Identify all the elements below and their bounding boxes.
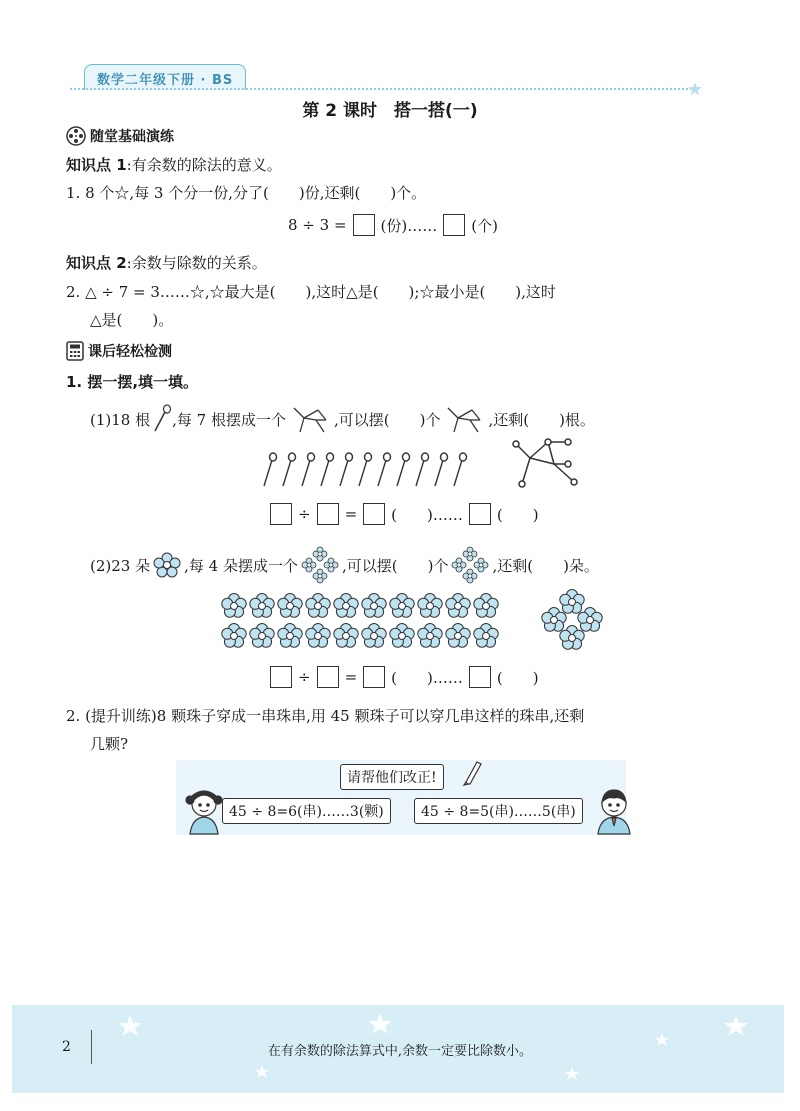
divide-sign: ÷	[298, 505, 311, 523]
answer-box[interactable]	[363, 666, 385, 688]
kp-text: :有余数的除法的意义。	[126, 156, 282, 174]
answer-box[interactable]	[353, 214, 375, 236]
stick	[302, 453, 315, 486]
flower	[474, 594, 498, 618]
unit-label: (份)……	[380, 216, 438, 235]
flower	[278, 594, 302, 618]
kp-label: 知识点 1	[66, 156, 127, 174]
unit-label: (个)	[471, 216, 498, 235]
flower	[334, 624, 358, 648]
stick-shape-icon	[442, 402, 486, 436]
answer-box[interactable]	[317, 503, 339, 525]
stick	[359, 453, 372, 486]
flower	[560, 626, 584, 650]
stick	[321, 453, 334, 486]
problem-2-line1: 2. (提升训练)8 颗珠子穿成一串珠串,用 45 颗珠子可以穿几串这样的珠串,还剩	[66, 707, 585, 725]
flower	[542, 608, 566, 632]
correction-prompt: 请帮他们改正!	[340, 764, 444, 790]
flower	[390, 624, 414, 648]
boy-avatar	[592, 786, 636, 836]
p1b-equation	[270, 666, 539, 688]
page-number: 2	[62, 1030, 92, 1064]
star-icon	[368, 1013, 392, 1034]
question-2-line1: 2. △ ÷ 7 = 3……☆,☆最大是( ),这时△是( );☆最小是( ),这时	[66, 283, 556, 301]
stick	[397, 453, 410, 486]
equals-sign: =	[344, 505, 358, 523]
sticks-illustration	[258, 438, 588, 494]
girl-answer: 45 ÷ 8=6(串)……3(颗)	[222, 798, 391, 824]
problem-2-line2: 几颗?	[90, 735, 129, 753]
page-title: 第 2 课时 搭一搭(一)	[302, 101, 478, 121]
answer-box[interactable]	[363, 503, 385, 525]
stick	[340, 453, 353, 486]
star-icon	[565, 1067, 579, 1080]
flower	[250, 624, 274, 648]
flower	[446, 624, 470, 648]
answer-box[interactable]	[469, 666, 491, 688]
equals-sign: =	[344, 668, 358, 686]
flower	[446, 594, 470, 618]
answer-box[interactable]	[270, 503, 292, 525]
kp-label: 知识点 2	[66, 254, 127, 272]
star-icon	[724, 1015, 748, 1036]
flower	[362, 624, 386, 648]
text-fragment: ,可以摆( )个	[333, 410, 441, 429]
section-basic-practice	[66, 126, 174, 146]
flower-group-icon	[300, 545, 340, 585]
flower	[334, 594, 358, 618]
stick	[283, 453, 296, 486]
text-fragment: (1)18 根	[90, 410, 151, 429]
unit-blank: ( )	[496, 505, 539, 524]
book-label: 数学二年级下册 · BS	[84, 64, 246, 90]
section-heading: 课后轻松检测	[88, 344, 172, 360]
flower	[474, 624, 498, 648]
problem-1a	[90, 402, 595, 436]
section-heading: 随堂基础演练	[90, 129, 174, 145]
flower	[306, 624, 330, 648]
stick-shape-icon	[288, 402, 332, 436]
star-icon	[255, 1065, 269, 1078]
flower	[306, 594, 330, 618]
pencil-icon	[460, 758, 482, 786]
problem-1-heading: 1. 摆一摆,填一填。	[66, 373, 199, 391]
stick-shape	[513, 439, 577, 487]
question-1: 1. 8 个☆,每 3 个分一份,分了( )份,还剩( )个。	[66, 184, 427, 202]
header-star-icon	[688, 82, 702, 96]
unit-blank: ( )……	[391, 505, 463, 524]
equation-left: 8 ÷ 3 =	[288, 216, 347, 234]
section-after-class-check	[66, 341, 172, 361]
flowers-illustration	[220, 586, 620, 658]
text-fragment: ,可以摆( )个	[341, 556, 449, 575]
answer-box[interactable]	[317, 666, 339, 688]
flower	[418, 624, 442, 648]
flower	[362, 594, 386, 618]
question-2-line2: △是( )。	[90, 311, 174, 329]
text-fragment: ,每 7 根摆成一个	[172, 410, 286, 429]
flower-icon	[152, 551, 182, 579]
divide-sign: ÷	[298, 668, 311, 686]
unit-blank: ( )……	[391, 668, 463, 687]
text-fragment: ,每 4 朵摆成一个	[184, 556, 298, 575]
text-fragment: ,还剩( )朵。	[492, 556, 599, 575]
flower	[222, 624, 246, 648]
problem-1b	[90, 545, 599, 585]
flower	[250, 594, 274, 618]
knowledge-point-2	[66, 252, 267, 273]
girl-avatar	[180, 786, 228, 836]
kp-text: :余数与除数的关系。	[126, 254, 267, 272]
stick	[435, 453, 448, 486]
answer-box[interactable]	[443, 214, 465, 236]
stick	[416, 453, 429, 486]
stick	[378, 453, 391, 486]
stick-icon	[150, 404, 172, 434]
stick	[454, 453, 467, 486]
calculator-icon	[66, 341, 84, 361]
stick	[264, 453, 277, 486]
flower-group-icon	[450, 545, 490, 585]
unit-blank: ( )	[496, 668, 539, 687]
header-divider	[70, 88, 692, 90]
boy-answer: 45 ÷ 8=5(串)……5(串)	[414, 798, 583, 824]
p1a-equation	[270, 503, 539, 525]
q1-equation	[288, 214, 498, 236]
flower	[222, 594, 246, 618]
knowledge-point-1	[66, 154, 282, 175]
film-reel-icon	[66, 126, 86, 146]
star-icon	[118, 1015, 142, 1036]
flower	[278, 624, 302, 648]
flower	[418, 594, 442, 618]
flower	[560, 590, 584, 614]
text-fragment: ,还剩( )根。	[488, 410, 595, 429]
answer-box[interactable]	[469, 503, 491, 525]
text-fragment: (2)23 朵	[90, 556, 151, 575]
flower	[578, 608, 602, 632]
answer-box[interactable]	[270, 666, 292, 688]
flower	[390, 594, 414, 618]
footer-tip: 在有余数的除法算式中,余数一定要比除数小。	[267, 1044, 533, 1059]
